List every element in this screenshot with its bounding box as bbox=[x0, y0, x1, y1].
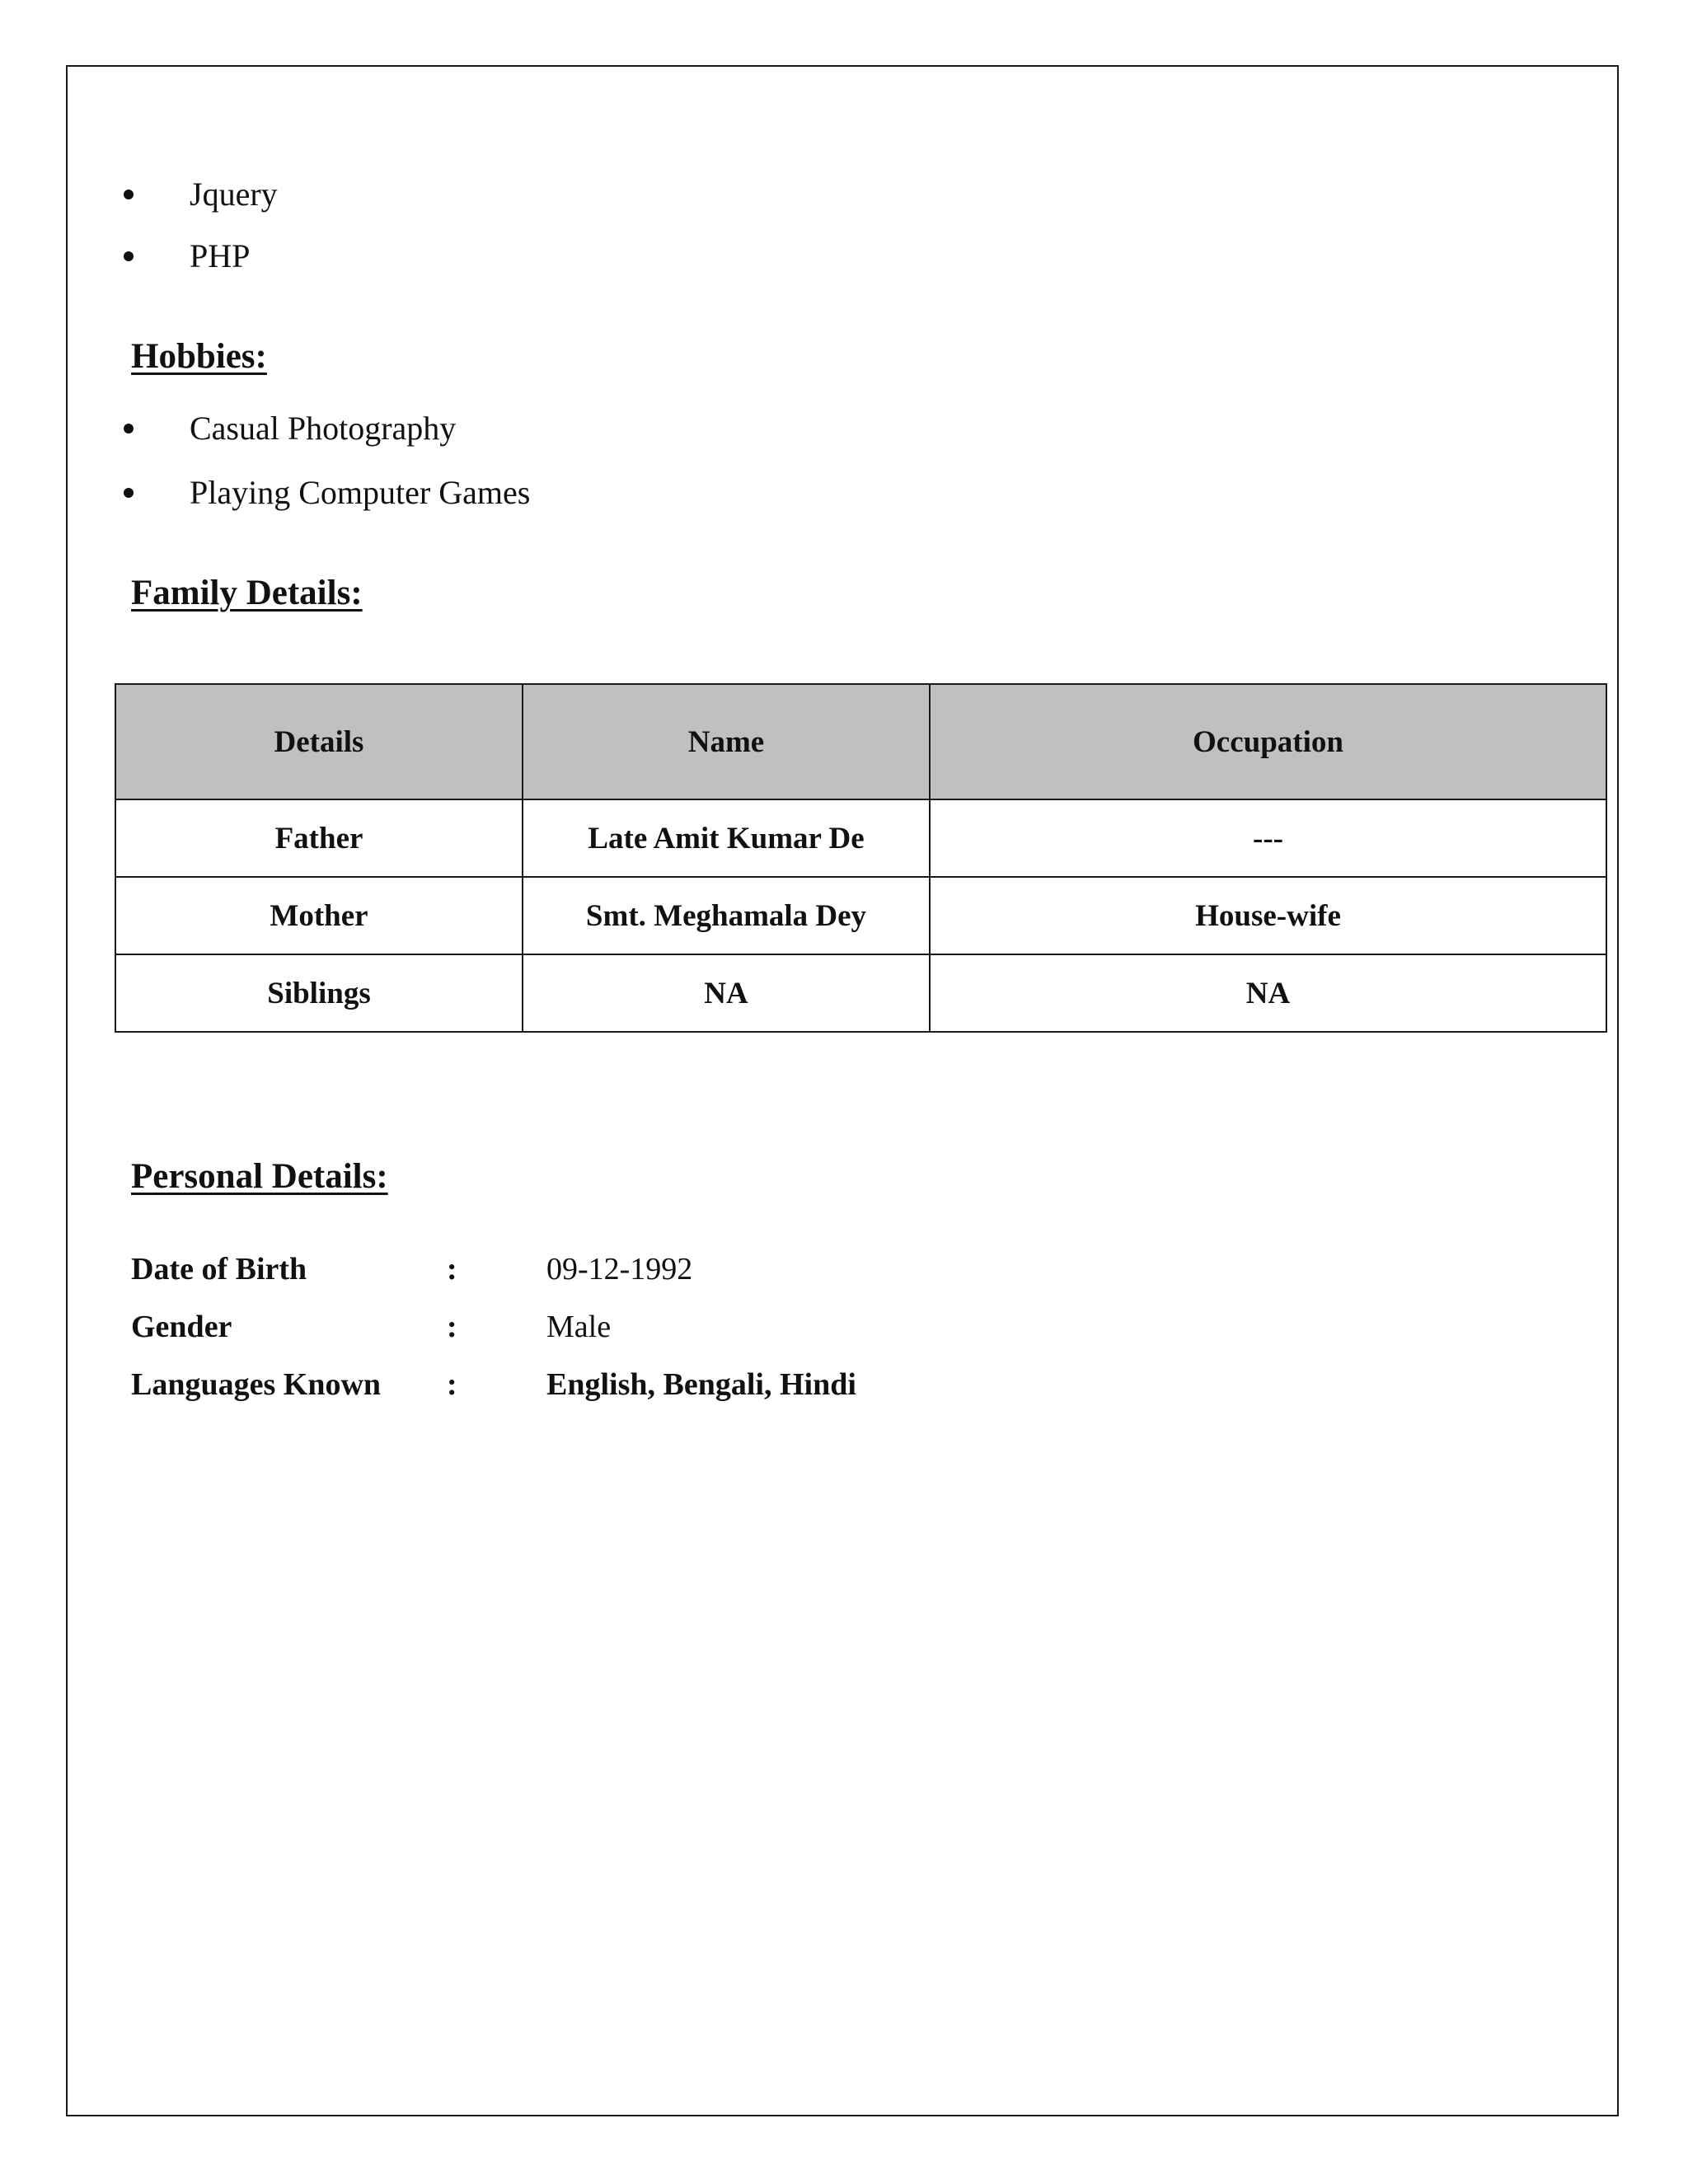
detail-value: Male bbox=[546, 1310, 612, 1344]
detail-label: Languages Known bbox=[131, 1367, 382, 1402]
column-header-name: Name bbox=[523, 684, 930, 799]
family-table bbox=[115, 683, 1607, 1033]
hobby-photography: Casual Photography bbox=[190, 410, 457, 447]
hobbies-heading: Hobbies: bbox=[131, 337, 267, 376]
cell-occupation: --- bbox=[930, 799, 1606, 877]
bullet-icon bbox=[124, 190, 134, 199]
cell-name: Smt. Meghamala Dey bbox=[523, 877, 930, 954]
cell-name: NA bbox=[523, 954, 930, 1032]
detail-separator: : bbox=[447, 1310, 457, 1344]
column-header-details: Details bbox=[115, 684, 523, 799]
cell-occupation: House-wife bbox=[930, 877, 1606, 954]
detail-label: Date of Birth bbox=[131, 1252, 307, 1286]
bullet-icon bbox=[124, 488, 134, 498]
skill-jquery: Jquery bbox=[190, 176, 278, 213]
bullet-icon bbox=[124, 424, 134, 434]
cell-details: Mother bbox=[115, 877, 523, 954]
detail-value: English, Bengali, Hindi bbox=[546, 1367, 856, 1402]
column-header-occupation: Occupation bbox=[930, 684, 1606, 799]
skill-php: PHP bbox=[190, 237, 251, 274]
table-header-row bbox=[115, 684, 1606, 799]
cell-details: Siblings bbox=[115, 954, 523, 1032]
table-row bbox=[115, 877, 1606, 954]
detail-value: 09-12-1992 bbox=[546, 1252, 693, 1286]
table-row bbox=[115, 799, 1606, 877]
family-heading: Family Details: bbox=[131, 574, 363, 612]
cell-name: Late Amit Kumar De bbox=[523, 799, 930, 877]
bullet-icon bbox=[124, 251, 134, 261]
detail-label: Gender bbox=[131, 1310, 232, 1344]
table-row bbox=[115, 954, 1606, 1032]
cell-details: Father bbox=[115, 799, 523, 877]
cell-occupation: NA bbox=[930, 954, 1606, 1032]
page-border bbox=[66, 65, 1619, 2116]
personal-heading: Personal Details: bbox=[131, 1157, 388, 1196]
detail-separator: : bbox=[447, 1367, 457, 1402]
hobby-games: Playing Computer Games bbox=[190, 474, 531, 511]
detail-separator: : bbox=[447, 1252, 457, 1286]
